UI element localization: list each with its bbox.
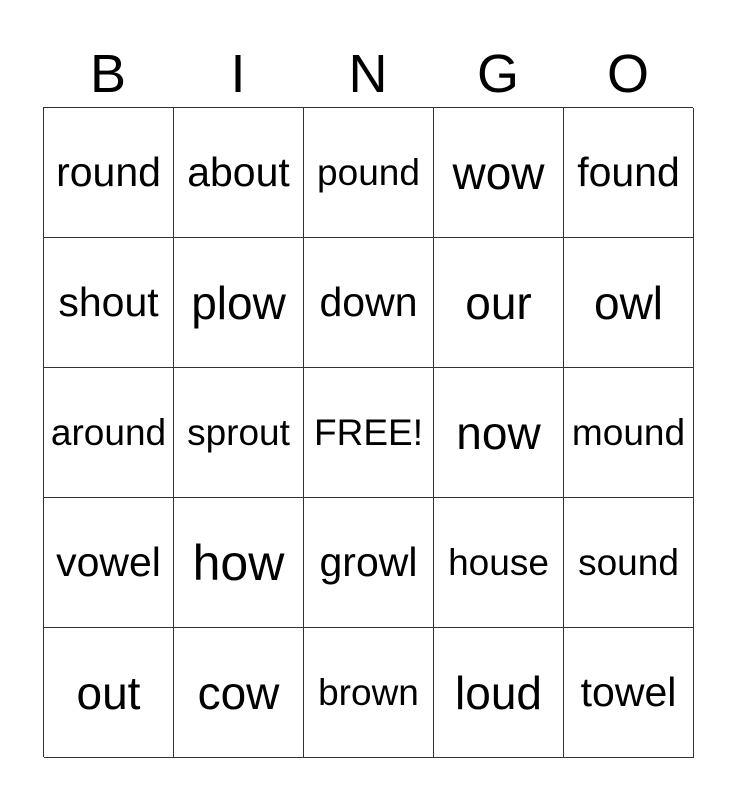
bingo-cell[interactable]: vowel: [44, 498, 174, 628]
bingo-cell[interactable]: down: [304, 238, 434, 368]
free-space[interactable]: FREE!: [304, 368, 434, 498]
bingo-cell[interactable]: house: [434, 498, 564, 628]
header-letter-g: G: [476, 44, 519, 104]
header-letter-b: B: [89, 44, 127, 104]
bingo-cell[interactable]: loud: [434, 628, 564, 758]
bingo-cell[interactable]: cow: [174, 628, 304, 758]
bingo-cell[interactable]: shout: [44, 238, 174, 368]
bingo-cell[interactable]: owl: [564, 238, 694, 368]
bingo-header: [43, 40, 693, 108]
bingo-cell[interactable]: sprout: [174, 368, 304, 498]
bingo-cell[interactable]: sound: [564, 498, 694, 628]
bingo-cell[interactable]: growl: [304, 498, 434, 628]
bingo-cell[interactable]: about: [174, 108, 304, 238]
bingo-cell[interactable]: mound: [564, 368, 694, 498]
bingo-cell[interactable]: out: [44, 628, 174, 758]
bingo-cell[interactable]: brown: [304, 628, 434, 758]
bingo-cell[interactable]: how: [174, 498, 304, 628]
bingo-cell[interactable]: now: [434, 368, 564, 498]
header-letter-i: I: [230, 44, 246, 104]
bingo-cell[interactable]: towel: [564, 628, 694, 758]
bingo-cell[interactable]: our: [434, 238, 564, 368]
bingo-cell[interactable]: around: [44, 368, 174, 498]
header-letter-n: N: [348, 44, 388, 104]
bingo-cell[interactable]: pound: [304, 108, 434, 238]
bingo-board: [43, 107, 693, 757]
bingo-cell[interactable]: found: [564, 108, 694, 238]
bingo-cell[interactable]: wow: [434, 108, 564, 238]
bingo-cell[interactable]: plow: [174, 238, 304, 368]
header-letter-o: O: [606, 44, 649, 104]
bingo-cell[interactable]: round: [44, 108, 174, 238]
